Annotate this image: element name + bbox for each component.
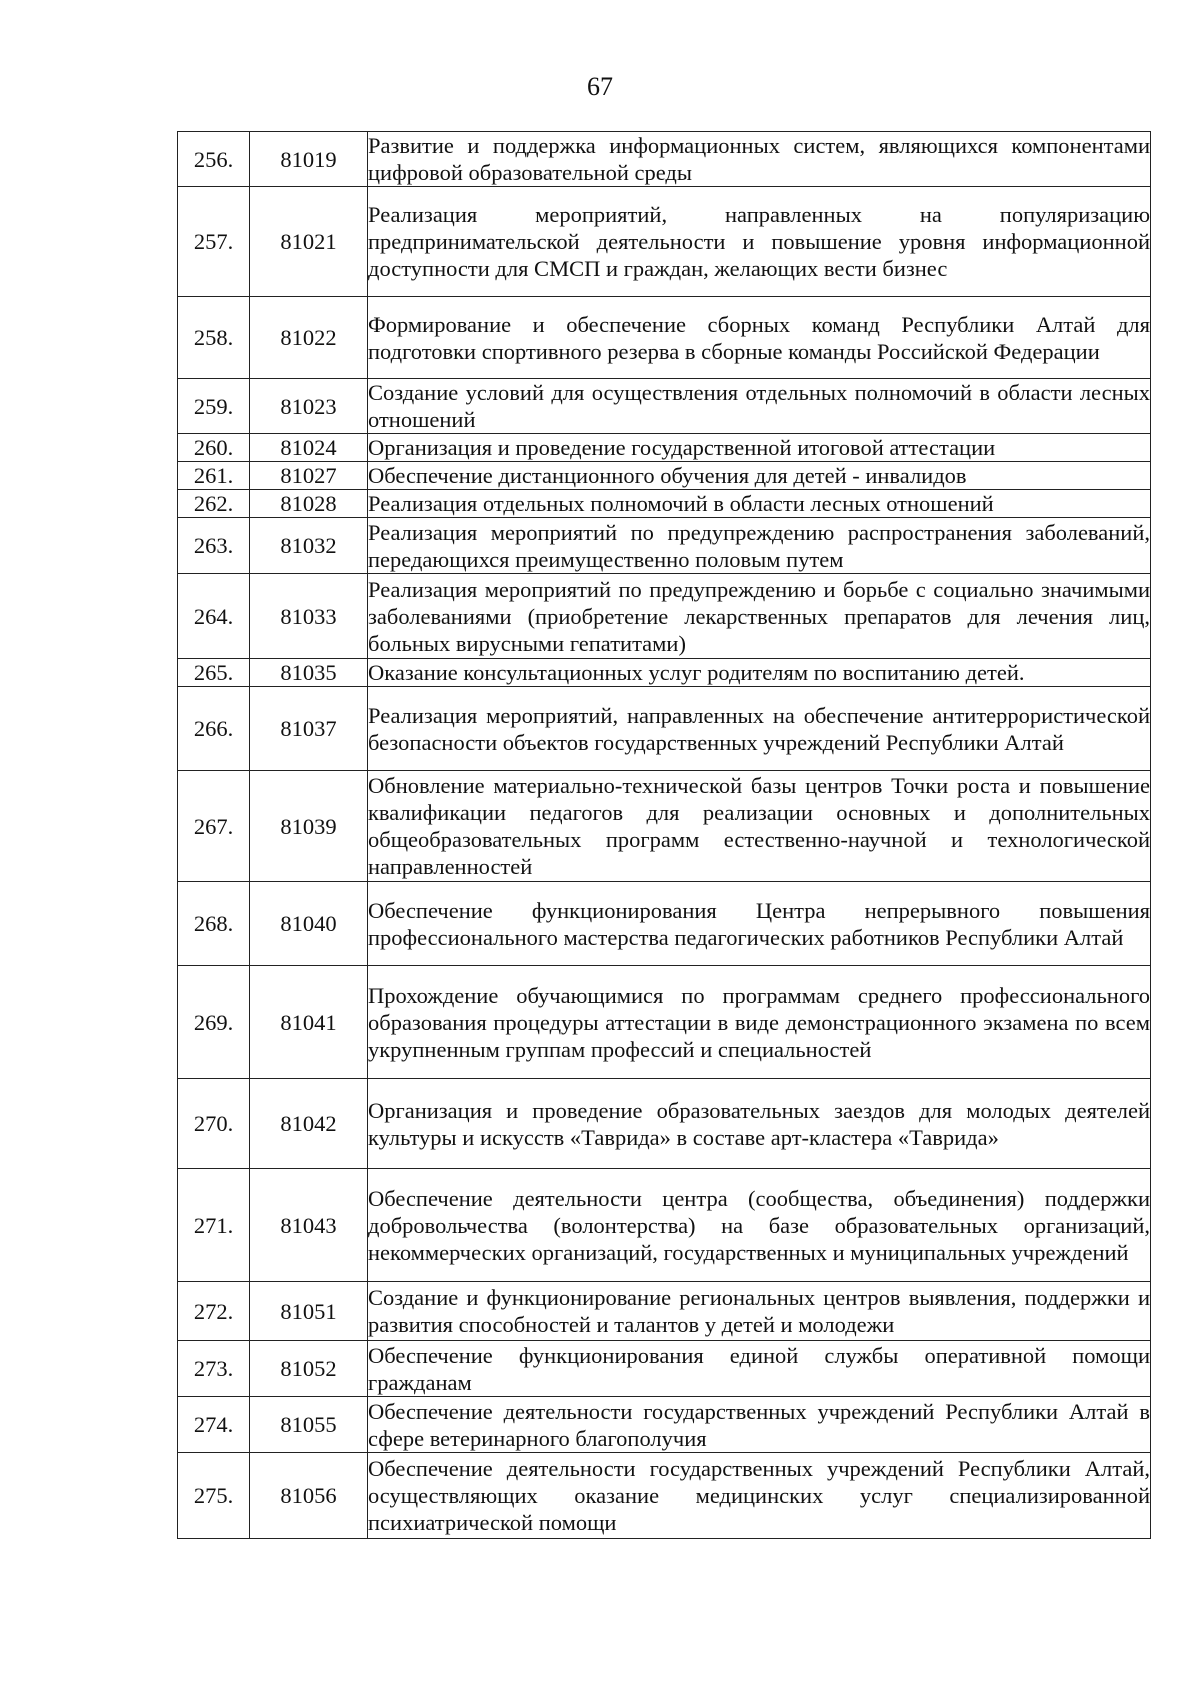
row-number: 271.	[178, 1169, 250, 1282]
row-code: 81024	[250, 434, 368, 462]
row-code: 81040	[250, 882, 368, 966]
row-number: 272.	[178, 1282, 250, 1341]
row-description: Обеспечение функционирования единой службы оперативной помощи гражданам	[368, 1342, 1150, 1395]
row-description: Реализация мероприятий по предупреждению и борьбе с социально значимыми заболеваниями (приобретение лекарственных препаратов для лечения лиц, больных вирусными гепатитами)	[368, 574, 1151, 659]
table-row	[178, 1397, 1151, 1453]
row-code: 81028	[250, 490, 368, 518]
row-code: 81041	[250, 966, 368, 1079]
row-number: 259.	[178, 379, 250, 434]
table-row	[178, 771, 1151, 882]
table-row	[178, 882, 1151, 966]
row-number: 268.	[178, 882, 250, 966]
row-code: 81019	[250, 132, 368, 187]
row-number: 261.	[178, 462, 250, 490]
row-number: 258.	[178, 297, 250, 379]
table-row	[178, 434, 1151, 462]
table-row	[178, 462, 1151, 490]
row-code: 81023	[250, 379, 368, 434]
row-number: 260.	[178, 434, 250, 462]
row-description: Обеспечение функционирования Центра непрерывного повышения профессионального мастерства педагогических работников Республики Алтай	[368, 882, 1151, 966]
row-description: Организация и проведение образовательных заездов для молодых деятелей культуры и искусств «Таврида» в составе арт-кластера «Таврида»	[368, 1079, 1151, 1169]
row-description: Реализация отдельных полномочий в области лесных отношений	[368, 490, 1151, 518]
table-row	[178, 687, 1151, 771]
page-number: 67	[587, 72, 613, 101]
row-number: 265.	[178, 659, 250, 687]
row-code: 81022	[250, 297, 368, 379]
row-description: Прохождение обучающимися по программам среднего профессионального образования процедуры аттестации в виде демонстрационного экзамена по всем укрупненным группам профессий и специальностей	[368, 966, 1151, 1079]
row-number: 256.	[178, 132, 250, 187]
row-description: Обеспечение деятельности центра (сообщества, объединения) поддержки добровольчества (волонтерства) на базе образовательных организаций, некоммерческих организаций, государственных и муниципальных учреждений	[368, 1169, 1151, 1282]
table-row	[178, 297, 1151, 379]
row-description: Реализация мероприятий, направленных на популяризацию предпринимательской деятельности и повышение уровня информационной доступности для СМСП и граждан, желающих вести бизнес	[368, 187, 1151, 297]
table-row	[178, 1079, 1151, 1169]
row-code: 81021	[250, 187, 368, 297]
row-description: Обеспечение деятельности государственных учреждений Республики Алтай, осуществляющих оказание медицинских услуг специализированной психиатрической помощи	[368, 1453, 1151, 1539]
row-description: Организация и проведение государственной итоговой аттестации	[368, 434, 1151, 462]
row-code: 81043	[250, 1169, 368, 1282]
table-row	[178, 966, 1151, 1079]
table-row	[178, 574, 1151, 659]
row-code: 81039	[250, 771, 368, 882]
row-description: Обеспечение деятельности государственных учреждений Республики Алтай в сфере ветеринарного благополучия	[368, 1398, 1150, 1451]
row-code: 81035	[250, 659, 368, 687]
table-row	[178, 1282, 1151, 1341]
row-description: Создание и функционирование региональных центров выявления, поддержки и развития способностей и талантов у детей и молодежи	[368, 1282, 1151, 1341]
row-number: 266.	[178, 687, 250, 771]
row-number: 270.	[178, 1079, 250, 1169]
row-code: 81032	[250, 518, 368, 574]
row-number: 273.	[178, 1341, 250, 1397]
row-code: 81042	[250, 1079, 368, 1169]
row-code: 81056	[250, 1453, 368, 1539]
row-description: Формирование и обеспечение сборных команд Республики Алтай для подготовки спортивного резерва в сборные команды Российской Федерации	[368, 297, 1151, 379]
row-code: 81055	[250, 1397, 368, 1453]
row-description: Обновление материально-технической базы центров Точки роста и повышение квалификации педагогов для реализации основных и дополнительных общеобразовательных программ естественно-научной и технологической направленностей	[368, 771, 1151, 882]
row-code: 81027	[250, 462, 368, 490]
row-code: 81051	[250, 1282, 368, 1341]
row-code: 81037	[250, 687, 368, 771]
row-number: 257.	[178, 187, 250, 297]
table-row	[178, 1169, 1151, 1282]
row-description: Обеспечение дистанционного обучения для детей - инвалидов	[368, 462, 1151, 490]
row-number: 264.	[178, 574, 250, 659]
table-row	[178, 1453, 1151, 1539]
table-row	[178, 518, 1151, 574]
row-number: 267.	[178, 771, 250, 882]
row-description: Развитие и поддержка информационных систем, являющихся компонентами цифровой образовательной среды	[368, 133, 1150, 185]
table-row	[178, 379, 1151, 434]
row-number: 269.	[178, 966, 250, 1079]
row-number: 263.	[178, 518, 250, 574]
table-row	[178, 187, 1151, 297]
table-row	[178, 132, 1151, 187]
codes-table	[177, 131, 1151, 1539]
row-number: 262.	[178, 490, 250, 518]
row-description: Реализация мероприятий по предупреждению распространения заболеваний, передающихся преимущественно половым путем	[368, 519, 1150, 572]
table-row	[178, 659, 1151, 687]
table-row	[178, 490, 1151, 518]
table-row	[178, 1341, 1151, 1397]
row-description: Реализация мероприятий, направленных на обеспечение антитеррористической безопасности объектов государственных учреждений Республики Алтай	[368, 687, 1151, 771]
row-number: 275.	[178, 1453, 250, 1539]
row-code: 81052	[250, 1341, 368, 1397]
row-number: 274.	[178, 1397, 250, 1453]
row-description: Создание условий для осуществления отдельных полномочий в области лесных отношений	[368, 380, 1150, 432]
row-description: Оказание консультационных услуг родителям по воспитанию детей.	[368, 659, 1151, 687]
row-code: 81033	[250, 574, 368, 659]
